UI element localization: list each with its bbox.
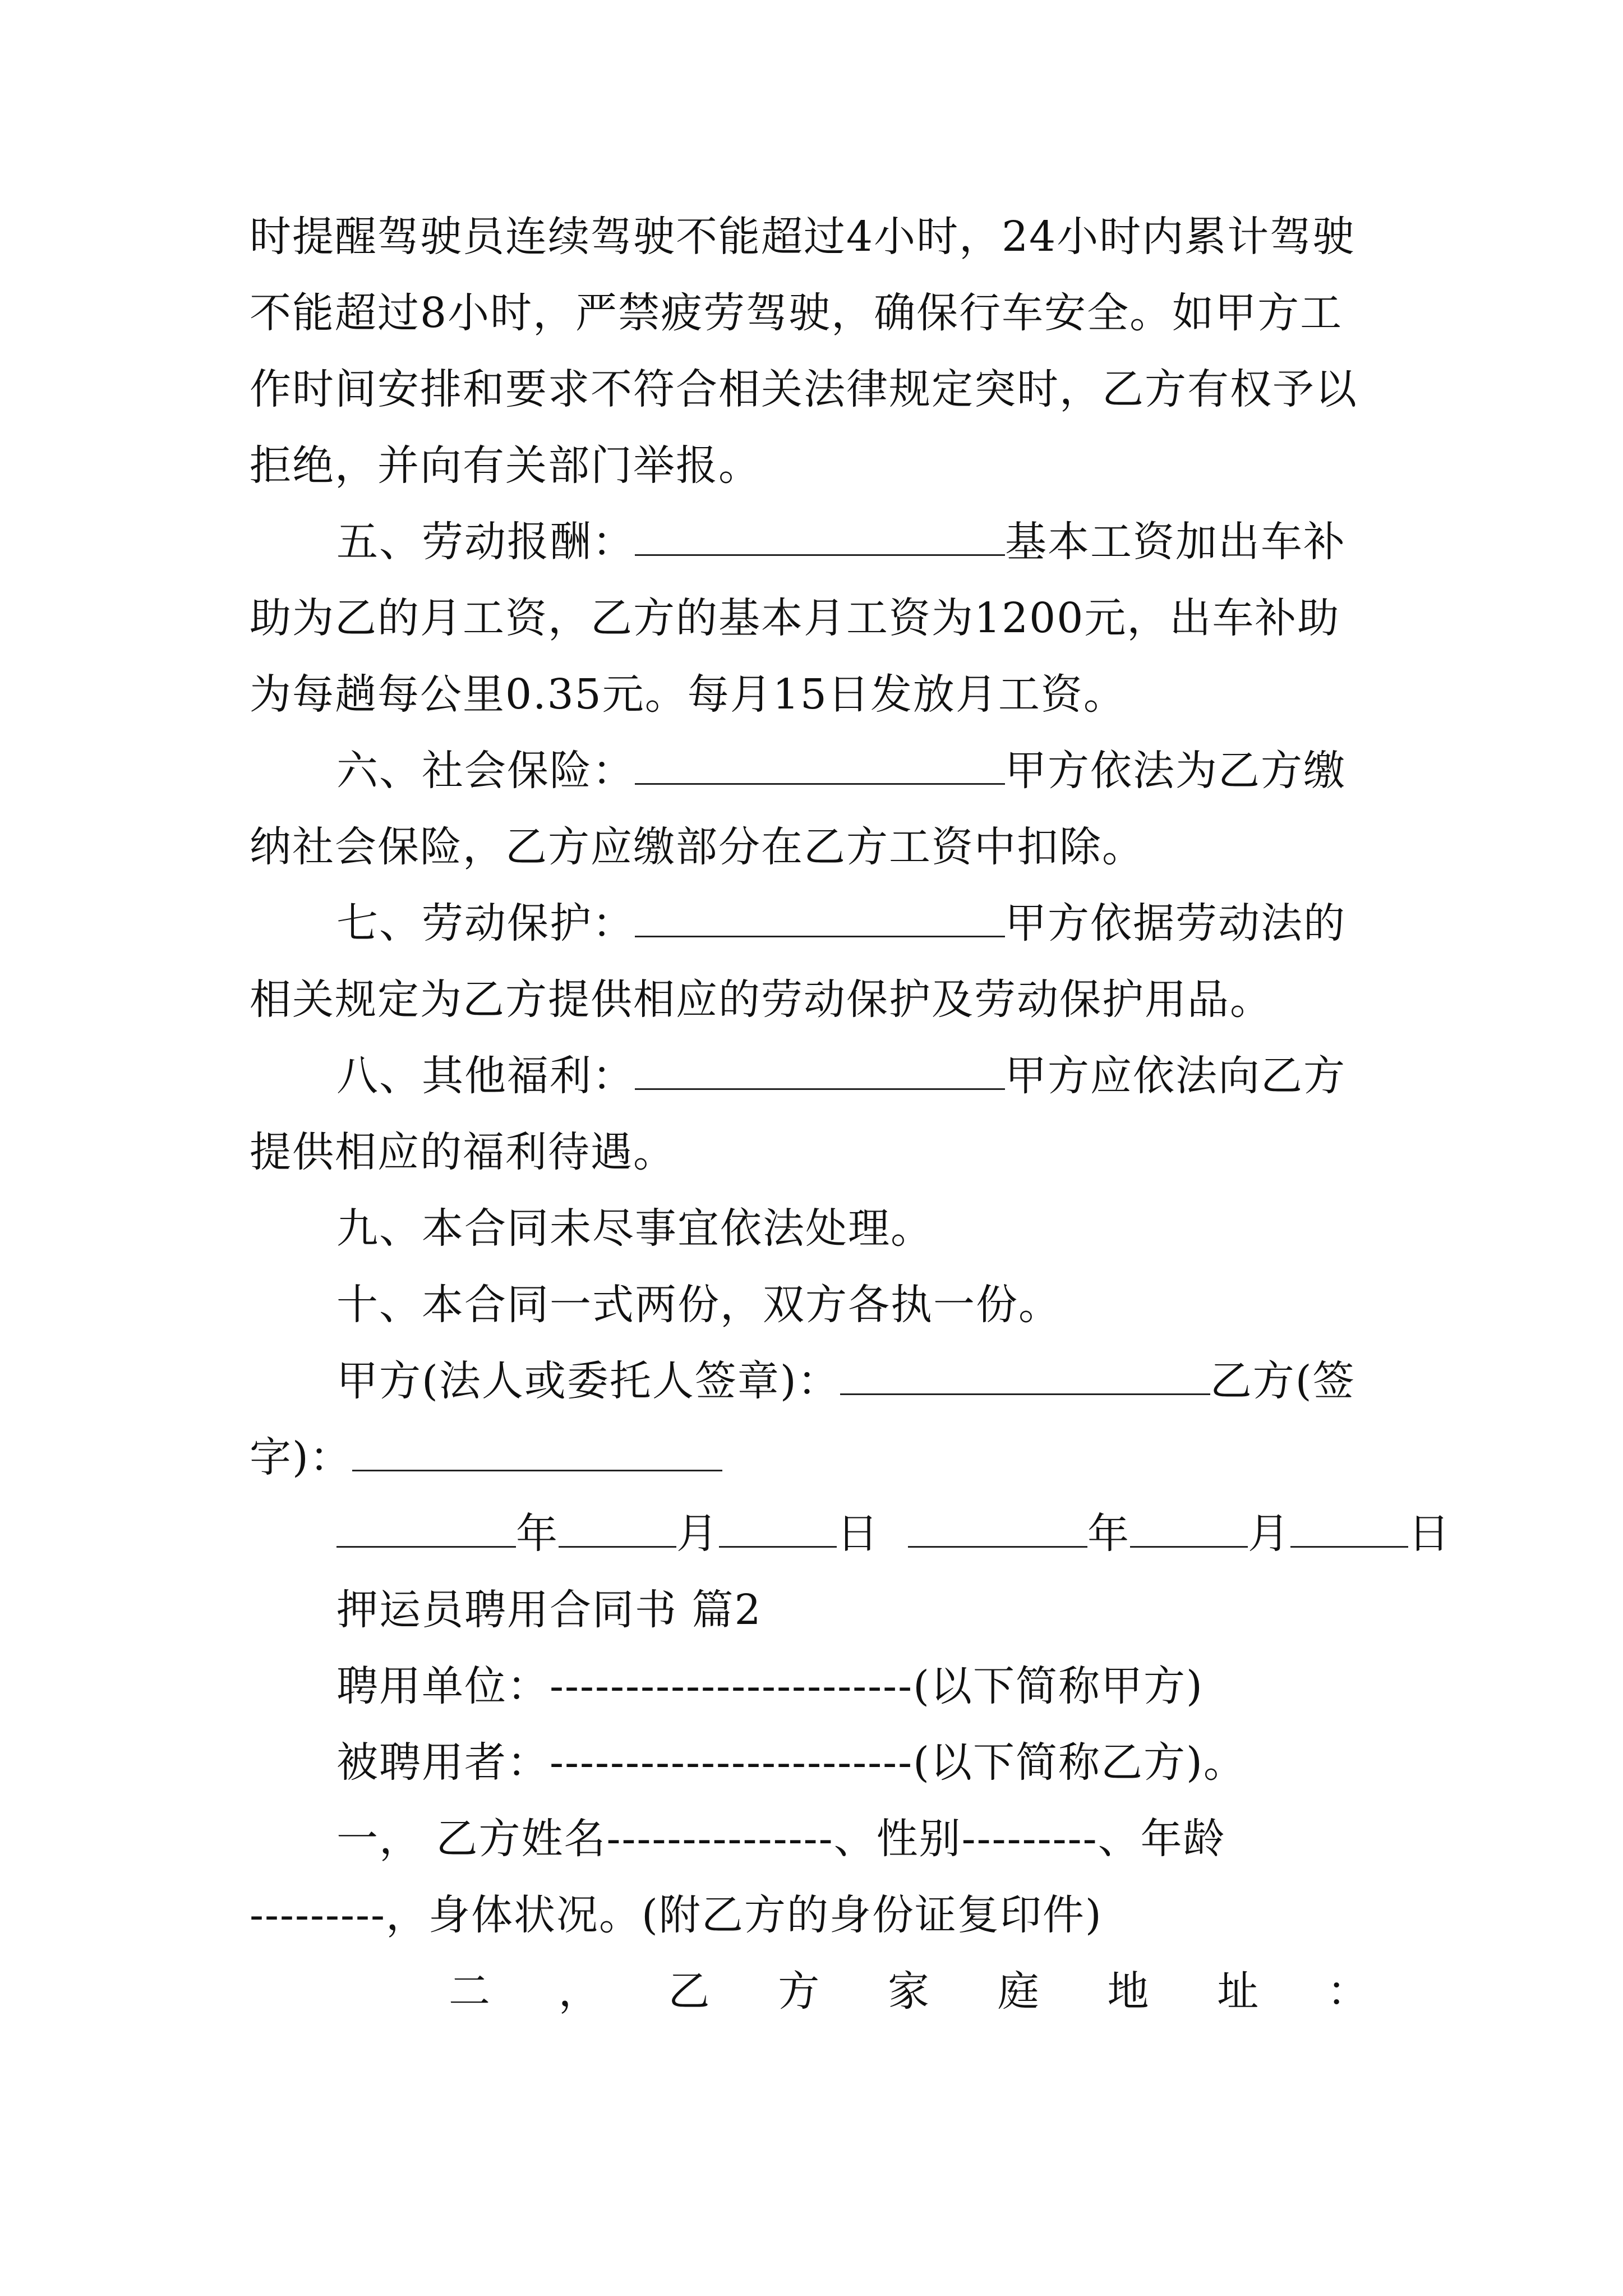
signature-line-cont — [250, 1430, 1394, 1484]
text-line: 作时间安排和要求不符合相关法律规定突时，乙方有权予以 — [250, 365, 1358, 413]
text-line: ---------，身体状况。(附乙方的身份证复印件) — [250, 1891, 1103, 1939]
clause-label: 八、其他福利： — [336, 1052, 635, 1100]
month-label: 月 — [1248, 1510, 1291, 1558]
address-char: 家 — [888, 1967, 929, 2016]
party-b-label-cont: 字)： — [250, 1433, 352, 1481]
day-blank-a — [719, 1512, 837, 1548]
party-a-signature-blank — [840, 1360, 1210, 1395]
day-label: 日 — [837, 1510, 879, 1558]
year-blank-a — [336, 1512, 516, 1548]
address-char: 址 — [1217, 1967, 1259, 2016]
address-char: 方 — [778, 1967, 820, 2016]
text-line: 时提醒驾驶员连续驾驶不能超过4小时，24小时内累计驾驶 — [250, 213, 1355, 261]
text-line: 一， 乙方姓名---------------、性别---------、年龄 — [336, 1815, 1226, 1863]
text-line: 助为乙的月工资，乙方的基本月工资为1200元，出车补助 — [250, 594, 1340, 642]
day-label: 日 — [1408, 1510, 1451, 1558]
text-line: 提供相应的福利待遇。 — [250, 1128, 676, 1176]
party-a-label: 甲方(法人或委托人签章)： — [336, 1357, 840, 1405]
month-blank-b — [1130, 1512, 1248, 1548]
address-char: 庭 — [997, 1967, 1039, 2016]
address-char: 地 — [1107, 1967, 1149, 2016]
year-label: 年 — [516, 1510, 559, 1558]
fill-blank — [635, 521, 1005, 556]
fill-blank — [635, 902, 1005, 937]
address-char: ： — [1327, 1967, 1368, 2016]
clause-text: 基本工资加出车补 — [1005, 518, 1346, 566]
clause-label: 五、劳动报酬： — [336, 518, 635, 566]
clause-label: 七、劳动保护： — [336, 899, 635, 947]
clause-text: 甲方应依法向乙方 — [1005, 1052, 1346, 1100]
signature-line — [336, 1354, 1394, 1408]
section-title: 押运员聘用合同书 篇2 — [336, 1586, 762, 1634]
day-blank-b — [1290, 1512, 1408, 1548]
address-char: 乙 — [668, 1967, 710, 2016]
text-line: 拒绝，并向有关部门举报。 — [250, 441, 761, 490]
year-blank-b — [908, 1512, 1087, 1548]
fill-blank — [635, 1055, 1005, 1090]
text-line: 被聘用者：------------------------(以下简称乙方)。 — [336, 1738, 1246, 1787]
fill-blank — [635, 749, 1005, 785]
text-line: 纳社会保险，乙方应缴部分在乙方工资中扣除。 — [250, 823, 1145, 871]
text-line: 九、本合同未尽事宜依法处理。 — [336, 1204, 933, 1253]
text-line: 相关规定为乙方提供相应的劳动保护及劳动保护用品。 — [250, 976, 1272, 1024]
text-line: 聘用单位：------------------------(以下简称甲方) — [336, 1662, 1204, 1710]
clause-welfare — [336, 1049, 1394, 1103]
address-char: 二 — [449, 1967, 490, 2016]
clause-remuneration — [336, 515, 1394, 569]
address-char: ， — [558, 1967, 600, 2016]
month-label: 月 — [676, 1510, 719, 1558]
text-line: 十、本合同一式两份，双方各执一份。 — [336, 1281, 1061, 1329]
month-blank-a — [559, 1512, 676, 1548]
clause-protection — [336, 896, 1394, 950]
date-line — [336, 1507, 1451, 1561]
clause-insurance — [336, 744, 1394, 798]
text-line: 为每趟每公里0.35元。每月15日发放月工资。 — [250, 670, 1126, 719]
text-line: 不能超过8小时，严禁疲劳驾驶，确保行车安全。如甲方工 — [250, 289, 1343, 337]
clause-text: 甲方依法为乙方缴 — [1005, 747, 1346, 795]
clause-label: 六、社会保险： — [336, 747, 635, 795]
address-line — [449, 1964, 1368, 2018]
party-b-signature-blank — [352, 1436, 722, 1471]
year-label: 年 — [1087, 1510, 1131, 1558]
party-b-label: 乙方(签 — [1210, 1357, 1355, 1405]
clause-text: 甲方依据劳动法的 — [1005, 899, 1346, 947]
